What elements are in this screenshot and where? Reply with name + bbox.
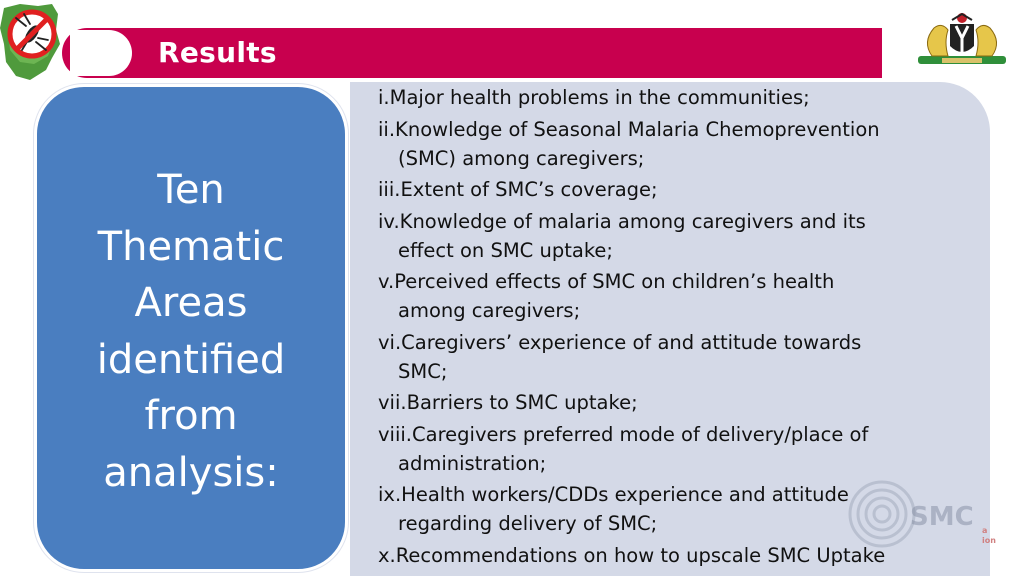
header-notch [70, 30, 132, 76]
thematic-areas-list [378, 83, 958, 572]
list-item: ix.Health workers/CDDs experience and attitude regarding delivery of SMC; [378, 483, 849, 535]
list-item: viii.Caregivers preferred mode of delivery/place of administration; [378, 422, 869, 475]
list-item: iii.Extent of SMC’s coverage; [378, 178, 658, 201]
list-item: vii.Barriers to SMC uptake; [378, 391, 638, 414]
list-item: v.Perceived effects of SMC on children’s health among caregivers; [378, 270, 835, 322]
list-item: x.Recommendations on how to upscale SMC Uptake [378, 543, 886, 567]
list-item: i.Major health problems in the communities; [378, 86, 810, 109]
no-mosquito-icon [0, 0, 62, 82]
watermark-text: SMC [910, 502, 974, 532]
page-title: Results [158, 36, 277, 69]
watermark-subtext: a ion [982, 526, 996, 545]
thematic-areas-label: Ten Thematic Areas identified from analysis: [96, 167, 286, 496]
list-item: ii.Knowledge of Seasonal Malaria Chemoprevention (SMC) among caregivers; [378, 117, 880, 170]
list-item: vi.Caregivers’ experience of and attitude towards SMC; [378, 330, 862, 383]
list-item: iv.Knowledge of malaria among caregivers and its effect on SMC uptake; [378, 209, 866, 262]
nigeria-coat-of-arms-icon [912, 12, 1012, 68]
